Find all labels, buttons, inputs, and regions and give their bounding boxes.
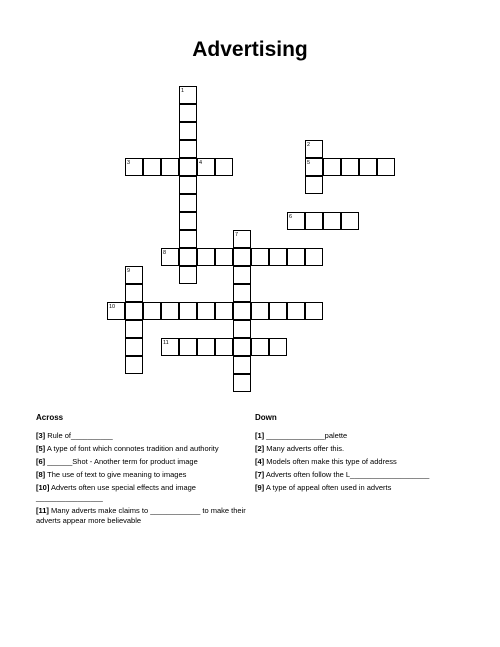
grid-cell[interactable] bbox=[323, 212, 341, 230]
grid-cell[interactable] bbox=[179, 122, 197, 140]
clue-text: ______________palette bbox=[264, 431, 348, 440]
grid-cell[interactable] bbox=[197, 338, 215, 356]
puzzle-title: Advertising bbox=[192, 38, 308, 61]
cell-number: 11 bbox=[163, 339, 169, 346]
cell-number: 9 bbox=[127, 267, 131, 274]
grid-cell[interactable] bbox=[233, 302, 251, 320]
down-clue bbox=[255, 444, 470, 454]
clue-number: [2] bbox=[255, 444, 265, 453]
clue-number: [7] bbox=[255, 470, 265, 479]
clue-number: [10] bbox=[36, 483, 50, 492]
grid-cell[interactable] bbox=[215, 248, 233, 266]
grid-cell[interactable] bbox=[287, 302, 305, 320]
grid-cell[interactable] bbox=[269, 338, 287, 356]
grid-cell[interactable] bbox=[233, 248, 251, 266]
grid-cell[interactable] bbox=[305, 212, 323, 230]
grid-cell[interactable] bbox=[143, 302, 161, 320]
grid-cell[interactable] bbox=[251, 248, 269, 266]
grid-cell[interactable] bbox=[359, 158, 377, 176]
cell-number: 7 bbox=[235, 231, 239, 238]
grid-cell[interactable] bbox=[179, 212, 197, 230]
cell-number: 3 bbox=[127, 159, 131, 166]
cell-number: 1 bbox=[181, 87, 185, 94]
clue-number: [1] bbox=[255, 431, 265, 440]
cell-number: 2 bbox=[307, 141, 311, 148]
across-clue bbox=[36, 483, 251, 503]
grid-cell[interactable] bbox=[125, 356, 143, 374]
down-heading: Down bbox=[255, 413, 277, 422]
grid-cell[interactable] bbox=[269, 302, 287, 320]
grid-cell[interactable] bbox=[215, 302, 233, 320]
clue-text: Models often make this type of address bbox=[264, 457, 397, 466]
grid-cell[interactable] bbox=[161, 302, 179, 320]
clue-number: [6] bbox=[36, 457, 46, 466]
grid-cell[interactable] bbox=[197, 248, 215, 266]
grid-cell[interactable] bbox=[179, 176, 197, 194]
grid-cell[interactable] bbox=[233, 320, 251, 338]
grid-cell[interactable] bbox=[215, 338, 233, 356]
grid-cell[interactable] bbox=[125, 338, 143, 356]
down-clue bbox=[255, 431, 470, 441]
grid-cell[interactable] bbox=[143, 158, 161, 176]
cell-number: 4 bbox=[199, 159, 203, 166]
across-clue bbox=[36, 470, 251, 480]
grid-cell[interactable] bbox=[179, 140, 197, 158]
grid-cell[interactable] bbox=[179, 194, 197, 212]
across-clue bbox=[36, 431, 251, 441]
clue-text: Adverts often use special effects and image ________________ bbox=[36, 483, 196, 502]
grid-cell[interactable] bbox=[377, 158, 395, 176]
grid-cell[interactable] bbox=[125, 320, 143, 338]
cell-number: 5 bbox=[307, 159, 311, 166]
across-clues bbox=[36, 431, 251, 529]
across-clue bbox=[36, 506, 251, 526]
grid-cell[interactable] bbox=[161, 158, 179, 176]
clue-number: [11] bbox=[36, 506, 49, 515]
clue-number: [8] bbox=[36, 470, 46, 479]
grid-cell[interactable] bbox=[251, 338, 269, 356]
grid-cell[interactable] bbox=[179, 230, 197, 248]
grid-cell[interactable] bbox=[179, 104, 197, 122]
grid-cell[interactable] bbox=[125, 302, 143, 320]
clue-text: Rule of__________ bbox=[45, 431, 113, 440]
down-clues bbox=[255, 431, 470, 496]
grid-cell[interactable] bbox=[179, 302, 197, 320]
clue-number: [4] bbox=[255, 457, 265, 466]
grid-cell[interactable] bbox=[197, 302, 215, 320]
grid-cell[interactable] bbox=[233, 374, 251, 392]
clue-text: Many adverts make claims to ____________ to make their adverts appear more believable bbox=[36, 506, 246, 525]
clue-text: A type of appeal often used in adverts bbox=[264, 483, 392, 492]
grid-cell[interactable] bbox=[323, 158, 341, 176]
grid-cell[interactable] bbox=[179, 266, 197, 284]
across-clue bbox=[36, 457, 251, 467]
grid-cell[interactable] bbox=[287, 248, 305, 266]
grid-cell[interactable] bbox=[179, 158, 197, 176]
grid-cell[interactable] bbox=[179, 248, 197, 266]
clue-text: Many adverts offer this. bbox=[264, 444, 345, 453]
grid-cell[interactable] bbox=[305, 176, 323, 194]
across-heading: Across bbox=[36, 413, 64, 422]
grid-cell[interactable] bbox=[305, 248, 323, 266]
clue-number: [9] bbox=[255, 483, 265, 492]
clue-number: [3] bbox=[36, 431, 46, 440]
grid-cell[interactable] bbox=[233, 356, 251, 374]
across-clue bbox=[36, 444, 251, 454]
grid-cell[interactable] bbox=[233, 266, 251, 284]
grid-cell[interactable] bbox=[179, 338, 197, 356]
grid-cell[interactable] bbox=[215, 158, 233, 176]
grid-cell[interactable] bbox=[269, 248, 287, 266]
cell-number: 8 bbox=[163, 249, 167, 256]
clue-number: [5] bbox=[36, 444, 46, 453]
grid-cell[interactable] bbox=[125, 284, 143, 302]
clue-text: ______Shot - Another term for product image bbox=[45, 457, 198, 466]
cell-number: 10 bbox=[109, 303, 116, 310]
down-clue bbox=[255, 483, 470, 493]
cell-number: 6 bbox=[289, 213, 293, 220]
grid-cell[interactable] bbox=[341, 158, 359, 176]
grid-cell[interactable] bbox=[251, 302, 269, 320]
grid-cell[interactable] bbox=[305, 302, 323, 320]
grid-cell[interactable] bbox=[233, 284, 251, 302]
clue-text: The use of text to give meaning to images bbox=[45, 470, 187, 479]
down-clue bbox=[255, 470, 470, 480]
grid-cell[interactable] bbox=[341, 212, 359, 230]
grid-cell[interactable] bbox=[233, 338, 251, 356]
down-clue bbox=[255, 457, 470, 467]
clue-text: A type of font which connotes tradition and authority bbox=[45, 444, 219, 453]
clue-text: Adverts often follow the L___________________ bbox=[264, 470, 430, 479]
